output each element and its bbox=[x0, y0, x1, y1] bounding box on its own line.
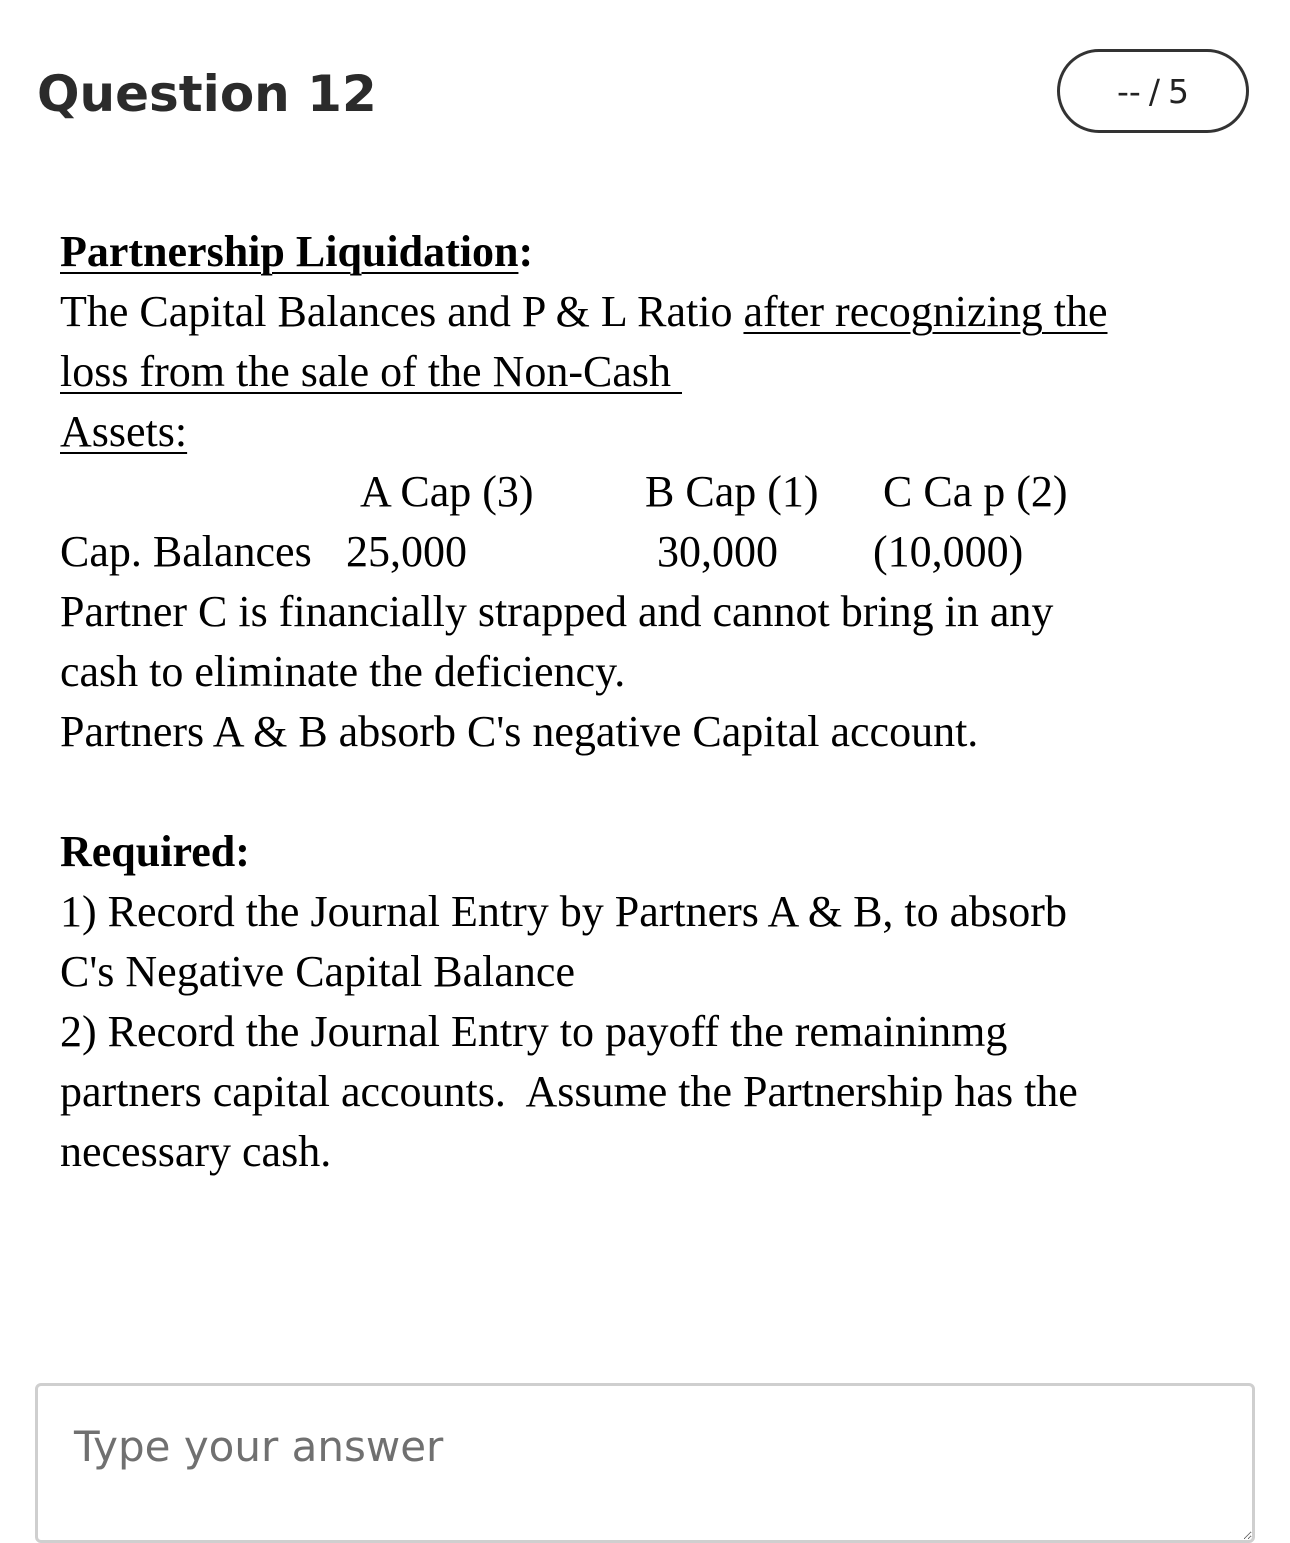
points-badge bbox=[1057, 49, 1249, 133]
intro-plain: The Capital Balances and P & L Ratio bbox=[60, 287, 744, 336]
value-a-cap: 25,000 bbox=[346, 527, 467, 576]
header-a-cap: A Cap (3) bbox=[360, 467, 534, 516]
required-item-2c: necessary cash. bbox=[60, 1127, 332, 1176]
note-line-1: Partner C is financially strapped and cannot bring in any bbox=[60, 587, 1054, 636]
required-label: Required: bbox=[60, 827, 250, 876]
question-body bbox=[60, 222, 1240, 1182]
question-heading-line bbox=[60, 222, 1240, 282]
required-item-1a: 1) Record the Journal Entry by Partners A & B, to absorb bbox=[60, 887, 1067, 936]
intro-underlined-3: Assets: bbox=[60, 407, 188, 456]
answer-input[interactable] bbox=[35, 1383, 1255, 1543]
note-line-3: Partners A & B absorb C's negative Capital account. bbox=[60, 707, 979, 756]
points-max: 5 bbox=[1167, 71, 1189, 111]
required-item-2a: 2) Record the Journal Entry to payoff the remaininmg bbox=[60, 1007, 1008, 1056]
intro-line-2 bbox=[60, 342, 1240, 402]
value-c-cap: (10,000) bbox=[873, 527, 1024, 576]
intro-line-3 bbox=[60, 402, 1240, 462]
capital-table-header bbox=[60, 462, 1240, 522]
header-c-cap: C Ca p (2) bbox=[883, 467, 1068, 516]
required-item-1b: C's Negative Capital Balance bbox=[60, 947, 575, 996]
capital-table-row bbox=[60, 522, 1240, 582]
question-heading-colon: : bbox=[518, 227, 534, 276]
question-heading: Partnership Liquidation bbox=[60, 227, 519, 276]
intro-underlined-2: loss from the sale of the Non-Cash bbox=[60, 347, 682, 396]
question-title: Question 12 bbox=[37, 65, 377, 123]
points-separator: / bbox=[1148, 71, 1160, 111]
required-item-2b: partners capital accounts. Assume the Partnership has the bbox=[60, 1067, 1078, 1116]
row-label-cap-balances: Cap. Balances bbox=[60, 527, 312, 576]
note-line-2: cash to eliminate the deficiency. bbox=[60, 647, 626, 696]
intro-underlined-1: after recognizing the bbox=[743, 287, 1108, 336]
value-b-cap: 30,000 bbox=[657, 527, 778, 576]
intro-line-1 bbox=[60, 282, 1240, 342]
header-b-cap: B Cap (1) bbox=[645, 467, 819, 516]
points-score: -- bbox=[1117, 71, 1141, 111]
spacer bbox=[60, 762, 1240, 822]
